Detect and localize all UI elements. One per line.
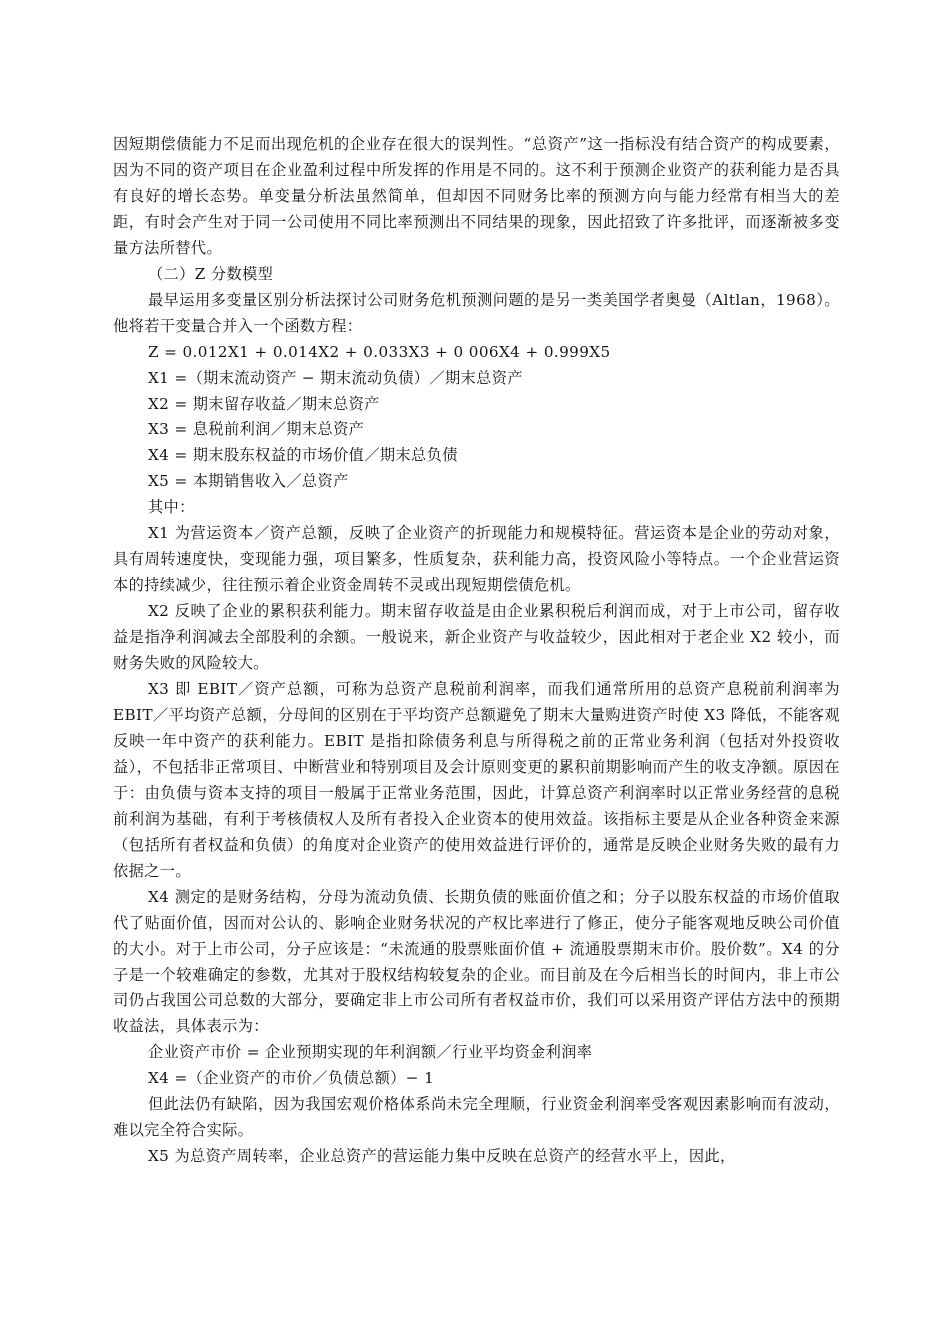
equation-market-value: 企业资产市价 = 企业预期实现的年利润额／行业平均资金利润率 (147, 1043, 593, 1062)
paragraph-defect: 但此法仍有缺陷，因为我国宏观价格体系尚未完全理顺，行业资金利润率受客观因素影响而有波动，难以完全符合实际。 (113, 1095, 840, 1140)
equation-x2: X2 = 期末留存收益／期末总资产 (147, 394, 380, 413)
equation-x1: X1 =（期末流动资产 − 期末流动负债）／期末总资产 (147, 368, 523, 387)
section-heading-z-model: （二）Z 分数模型 (147, 264, 274, 283)
equation-x4-alternative: X4 =（企业资产的市价／负债总额）− 1 (147, 1069, 435, 1088)
paragraph-x5: X5 为总资产周转率，企业总资产的营运能力集中反映在总资产的经营水平上，因此， (147, 1147, 736, 1166)
paragraph-continued: 因短期偿债能力不足而出现危机的企业存在很大的误判性。“总资产”这一指标没有结合资产的构成要素，因为不同的资产项目在企业盈利过程中所发挥的作用是不同的。这不利于预测企业资产的获利能力是否具有良好的增长态势。单变量分析法虽然简单，但却因不同财务比率的预测方向与能力经常有相当大的差距，有时会产生对于同一公司使用不同比率预测出不同结果的现象，因此招致了许多批评，而逐渐被多变量方法所替代。 (113, 135, 840, 257)
paragraph-x2: X2 反映了企业的累积获利能力。期末留存收益是由企业累积税后利润而成，对于上市公司，留存收益是指净利润减去全部股利的余额。一般说来，新企业资产与收益较少，因此相对于老企业 X2 较小，而财务失败的风险较大。 (113, 602, 840, 673)
paragraph-altman: 最早运用多变量区别分析法探讨公司财务危机预测问题的是另一类美国学者奥曼（Altlan，1968）。他将若干变量合并入一个函数方程： (113, 290, 840, 335)
paragraph-x4: X4 测定的是财务结构，分母为流动负债、长期负债的账面价值之和；分子以股东权益的市场价值取代了贴面价值，因而对公认的、影响企业财务状况的产权比率进行了修正，使分子能客观地反映公司价值的大小。对于上市公司，分子应该是：“未流通的股票账面价值 + 流通股票期末市价。股价数”。X4 的分子是一个较难确定的参数，尤其对于股权结构较复杂的企业。而目前及在今后相当长的时间内，非上市公司仍占我国公司总数的大部分，要确定非上市公司所有者权益市价，我们可以采用资产评估方法中的预期收益法，具体表示为： (113, 887, 840, 1036)
equation-x3: X3 = 息税前利润／期末总资产 (147, 420, 365, 439)
paragraph-qizhong: 其中： (147, 498, 195, 517)
equation-x5: X5 = 本期销售收入／总资产 (147, 472, 349, 491)
paragraph-x3: X3 即 EBIT／资产总额，可称为总资产息税前利润率，而我们通常所用的总资产息税前利润率为 EBIT／平均资产总额，分母间的区别在于平均资产总额避免了期末大量购进资产时使 X3 降低，不能客观反映一年中资产的获利能力。EBIT 是指扣除债务利息与所得税之前的正常业务利润（包括对外投资收益），不包括非正常项目、中断营业和特别项目及会计原则变更的累积前期影响而产生的收支净额。原因在于：由负债与资本支持的项目一般属于正常业务范围，因此，计算总资产利润率时以正常业务经营的息税前利润为基础，有利于考核债权人及所有者投入企业资本的使用效益。该指标主要是从企业各种资金来源（包括所有者权益和负债）的角度对企业资产的使用效益进行评价的，通常是反映企业财务失败的最有力依据之一。 (113, 680, 840, 880)
document-page (113, 132, 840, 1170)
paragraph-x1: X1 为营运资本／资产总额，反映了企业资产的折现能力和规模特征。营运资本是企业的劳动对象，具有周转速度快，变现能力强，项目繁多，性质复杂，获利能力高，投资风险小等特点。一个企业营运资本的持续减少，往往预示着企业资金周转不灵或出现短期偿债危机。 (113, 524, 840, 595)
equation-z: Z = 0.012X1 + 0.014X2 + 0.033X3 + 0 006X4 + 0.999X5 (147, 342, 611, 361)
equation-x4: X4 = 期末股东权益的市场价值／期末总负债 (147, 446, 458, 465)
